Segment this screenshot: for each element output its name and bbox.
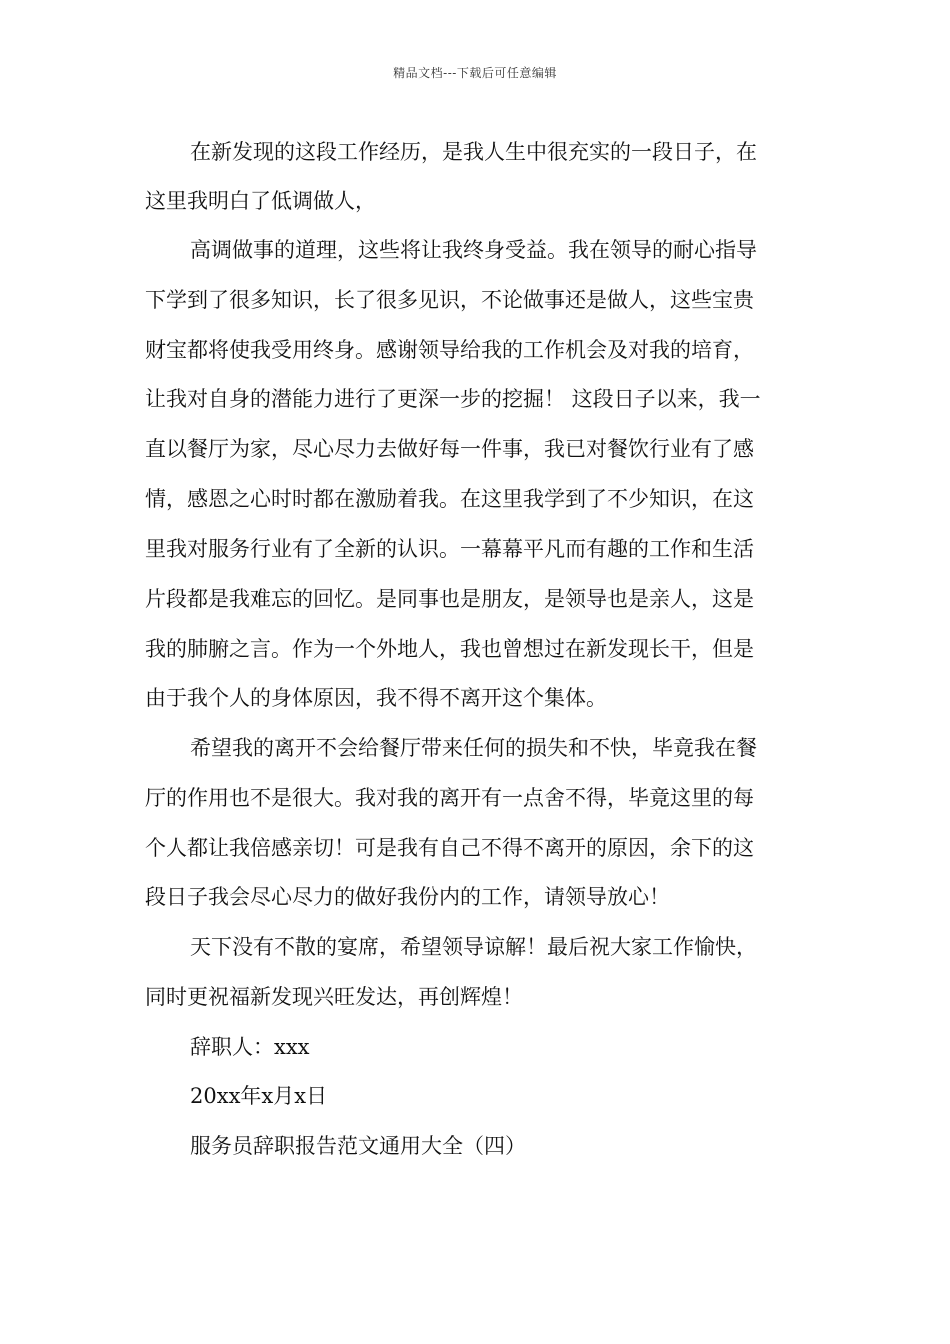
paragraph-line: 段日子我会尽心尽力的做好我份内的工作，请领导放心！ [145, 885, 670, 909]
paragraph-line: 由于我个人的身体原因，我不得不离开这个集体。 [145, 686, 607, 710]
paragraph-line: 高调做事的道理，这些将让我终身受益。我在领导的耐心指导 [190, 238, 757, 262]
paragraph-line: 同时更祝福新发现兴旺发达，再创辉煌！ [145, 985, 523, 1009]
paragraph-line: 财宝都将使我受用终身。感谢领导给我的工作机会及对我的培育， [145, 338, 754, 362]
date-line: 20xx年x月x日 [190, 1084, 328, 1108]
paragraph-line: 让我对自身的潜能力进行了更深一步的挖掘！ 这段日子以来，我一 [145, 387, 761, 411]
paragraph-line: 希望我的离开不会给餐厅带来任何的损失和不快，毕竟我在餐 [190, 736, 757, 760]
paragraph-line: 情，感恩之心时时都在激励着我。在这里我学到了不少知识，在这 [145, 487, 754, 511]
paragraph-line: 里我对服务行业有了全新的认识。一幕幕平凡而有趣的工作和生活 [145, 537, 754, 561]
signature-line: 辞职人：xxx [190, 1035, 310, 1059]
paragraph-line: 厅的作用也不是很大。我对我的离开有一点舍不得，毕竟这里的每 [145, 786, 754, 810]
paragraph-line: 在新发现的这段工作经历，是我人生中很充实的一段日子，在 [190, 140, 757, 164]
paragraph-line: 我的肺腑之言。作为一个外地人，我也曾想过在新发现长干，但是 [145, 637, 754, 661]
page-header: 精品文档---下载后可任意编辑 [393, 66, 557, 80]
paragraph-line: 直以餐厅为家，尽心尽力去做好每一件事，我已对餐饮行业有了感 [145, 437, 754, 461]
paragraph-line: 片段都是我难忘的回忆。是同事也是朋友，是领导也是亲人，这是 [145, 587, 754, 611]
paragraph-line: 下学到了很多知识，长了很多见识，不论做事还是做人，这些宝贵 [145, 288, 754, 312]
paragraph-line: 这里我明白了低调做人， [145, 189, 376, 213]
section-title: 服务员辞职报告范文通用大全（四） [190, 1134, 526, 1158]
paragraph-line: 个人都让我倍感亲切！可是我有自己不得不离开的原因，余下的这 [145, 836, 754, 860]
paragraph-line: 天下没有不散的宴席，希望领导谅解！最后祝大家工作愉快， [190, 935, 757, 959]
